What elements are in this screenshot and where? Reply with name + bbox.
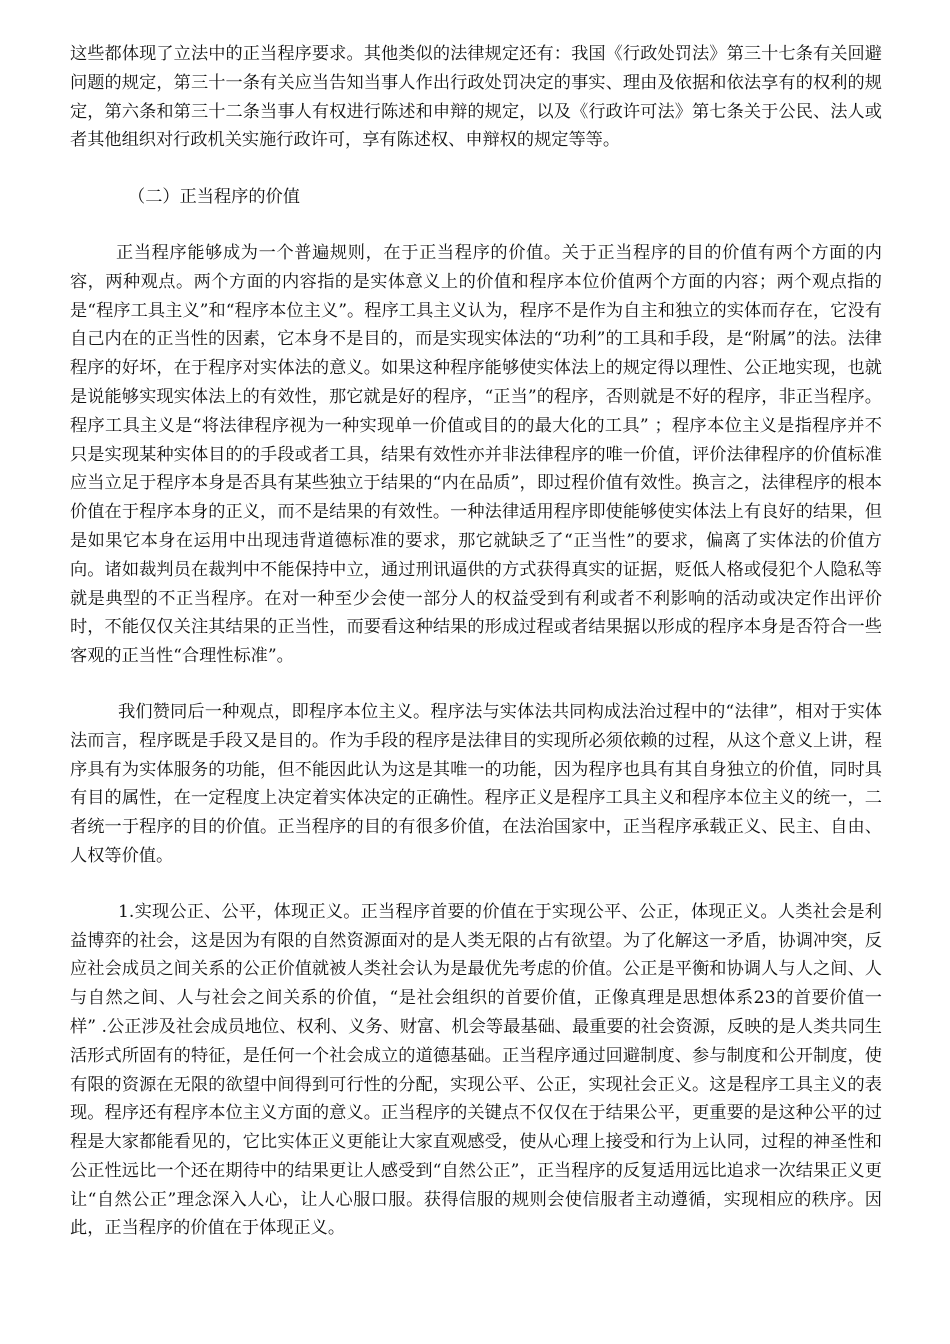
section-heading: （二）正当程序的价值 <box>128 187 300 208</box>
paragraph-4: 1.实现公正、公平，体现正义。正当程序首要的价值在于实现公平、公正，体现正义。人类社会是利益博弈的社会，这是因为有限的自然资源面对的是人类无限的占有欲望。为了化解这一矛盾，协调冲突，反应社会成员之间关系的公正价值就被人类社会认为是最优先考虑的价值。公正是平衡和协调人与人之间、人与自然之间、人与社会之间关系的价值，“是社会组织的首要价值，正像真理是思想体系23的首要价值一样” .公正涉及社会成员地位、权利、义务、财富、机会等最基础、最重要的社会资源，反映的是人类共同生活形式所固有的特征，是任何一个社会成立的道德基础。正当程序通过回避制度、参与制度和公开制度，使有限的资源在无限的欲望中间得到可行性的分配，实现公平、公正，实现社会正义。这是程序工具主义的表现。程序还有程序本位主义方面的意义。正当程序的关键点不仅仅在于结果公平，更重要的是这种公平的过程是大家都能看见的，它比实体正义更能让大家直观感受，使从心理上接受和行为上认同，过程的神圣性和公正性远比一个还在期待中的结果更让人感受到“自然公正”，正当程序的反复适用远比追求一次结果正义更让“自然公正”理念深入人心，让人心服口服。获得信服的规则会使信服者主动遵循，实现相应的秩序。因此，正当程序的价值在于体现正义。 <box>70 901 882 1239</box>
paragraph-2: 正当程序能够成为一个普遍规则，在于正当程序的价值。关于正当程序的目的价值有两个方面的内容，两种观点。两个方面的内容指的是实体意义上的价值和程序本位价值两个方面的内容；两个观点指的是“程序工具主义”和“程序本位主义”。程序工具主义认为，程序不是作为自主和独立的实体而存在，它没有自己内在的正当性的因素，它本身不是目的，而是实现实体法的“功利”的工具和手段，是“附属”的法。法律程序的好坏，在于程序对实体法的意义。如果这种程序能够使实体法上的规定得以理性、公正地实现，也就是说能够实现实体法上的有效性，那它就是好的程序，“正当”的程序，否则就是不好的程序，非正当程序。程序工具主义是“将法律程序视为一种实现单一价值或目的的最大化的工具” ；程序本位主义是指程序并不只是实现某种实体目的的手段或者工具，结果有效性亦并非法律程序的唯一价值，评价法律程序的价值标准应当立足于程序本身是否具有某些独立于结果的“内在品质”，即过程价值有效性。换言之，法律程序的根本价值在于程序本身的正义，而不是结果的有效性。一种法律适用程序即使能够使实体法上有良好的结果，但是如果它本身在运用中出现违背道德标准的要求，那它就缺乏了“正当性”的要求，偏离了实体法的价值方向。诸如裁判员在裁判中不能保持中立，通过刑讯逼供的方式获得真实的证据，贬低人格或侵犯个人隐私等就是典型的不正当程序。在对一种至少会使一部分人的权益受到有利或者不利影响的活动或决定作出评价时，不能仅仅关注其结果的正当性，而要看这种结果的形成过程或者结果据以形成的程序本身是否符合一些客观的正当性“合理性标准”。 <box>70 242 882 667</box>
document-page <box>70 40 882 1243</box>
paragraph-1: 这些都体现了立法中的正当程序要求。其他类似的法律规定还有：我国《行政处罚法》第三十七条有关回避问题的规定，第三十一条有关应当告知当事人作出行政处罚决定的事实、理由及依据和依法享有的权利的规定，第六条和第三十二条当事人有权进行陈述和申辩的规定，以及《行政许可法》第七条关于公民、法人或者其他组织对行政机关实施行政许可，享有陈述权、申辩权的规定等等。 <box>70 44 882 151</box>
paragraph-3: 我们赞同后一种观点，即程序本位主义。程序法与实体法共同构成法治过程中的“法律”，相对于实体法而言，程序既是手段又是目的。作为手段的程序是法律目的实现所必须依赖的过程，从这个意义上讲，程序具有为实体服务的功能，但不能因此认为这是其唯一的功能，因为程序也具有其自身独立的价值，同时具有目的属性，在一定程度上决定着实体决定的正确性。程序正义是程序工具主义和程序本位主义的统一，二者统一于程序的目的价值。正当程序的目的有很多价值，在法治国家中，正当程序承载正义、民主、自由、人权等价值。 <box>70 701 882 866</box>
